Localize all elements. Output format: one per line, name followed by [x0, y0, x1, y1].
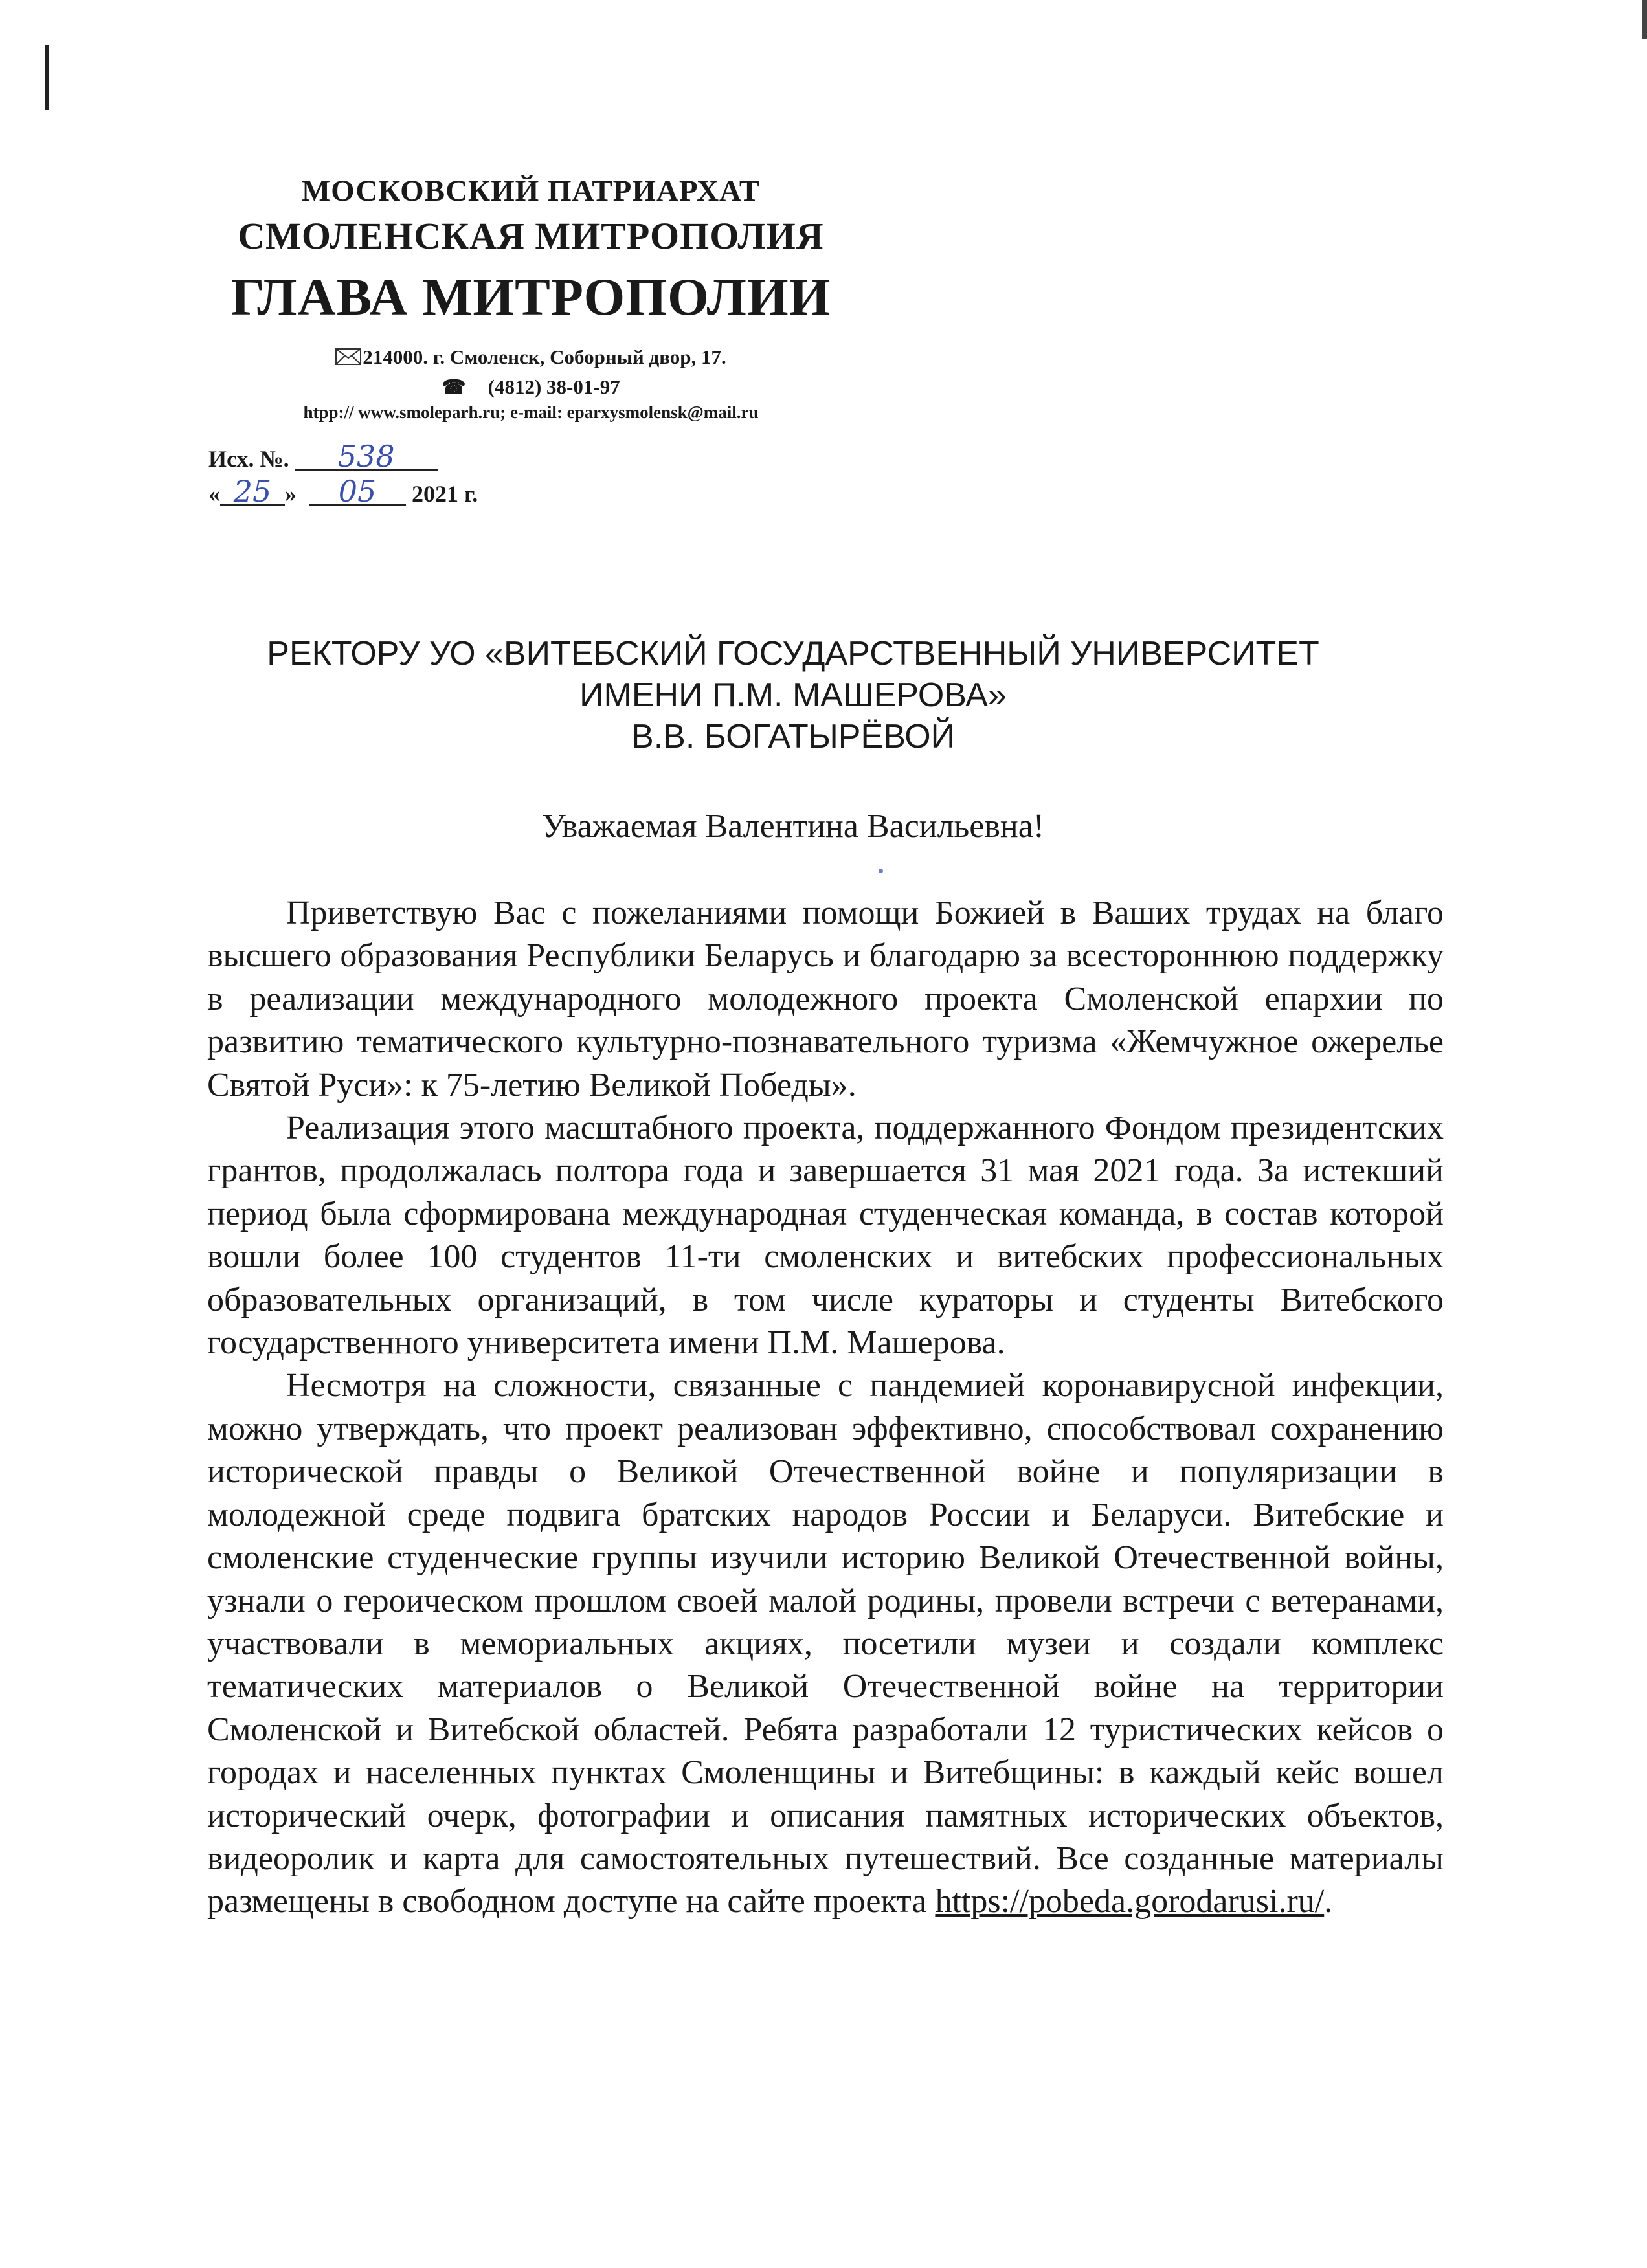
- date-month-handwritten: 05: [309, 478, 406, 506]
- date-year: 2021 г.: [412, 481, 478, 507]
- letterhead-address-line: [214, 342, 848, 372]
- outgoing-date-row: [208, 476, 478, 511]
- project-website-link[interactable]: https://pobeda.gorodarusi.ru/: [935, 1883, 1325, 1920]
- date-day-handwritten: 25: [220, 478, 285, 506]
- addressee-line-1: РЕКТОРУ УО «ВИТЕБСКИЙ ГОСУДАРСТВЕННЫЙ УНИВЕРСИТЕТ: [267, 635, 1319, 673]
- letterhead-head-title: ГЛАВА МИТРОПОЛИИ: [230, 267, 831, 326]
- scan-artifact-mark: [45, 45, 49, 110]
- addressee-block: [168, 633, 1418, 757]
- outgoing-number-label: Исх. №.: [208, 446, 289, 472]
- ink-dot: [879, 869, 883, 873]
- letter-body: [207, 892, 1444, 1924]
- date-quote-open: «: [208, 481, 220, 507]
- letterhead-web-email: htpp:// www.smoleparh.ru; e-mail: eparxysmolensk@mail.ru: [303, 403, 759, 422]
- body-paragraph-3-end: .: [1324, 1883, 1333, 1920]
- body-paragraph-1: Приветствую Вас с пожеланиями помощи Божией в Ваших трудах на благо высшего образования Республики Беларусь и благодарю за всестороннюю поддержку в реализации международного молодежного проекта Смоленской епархии по развитию тематического культурно-познавательного туризма «Жемчужное ожерелье Святой Руси»: к 75-летию Великой Победы».: [207, 895, 1444, 1104]
- addressee-line-3: В.В. БОГАТЫРЁВОЙ: [631, 718, 955, 755]
- letterhead: [214, 172, 848, 423]
- body-paragraph-3-text: Несмотря на сложности, связанные с пандемией коронавирусной инфекции, можно утверждать, что проект реализован эффективно, способствовал сохранению исторической правды о Великой Отечественной войне и популяризации в молодежной среде подвига братских народов России и Беларуси. Витебские и смоленские студенческие группы изучили историю Великой Отечественной войны, узнали о героическом прошлом своей малой родины, провели встречи с ветеранами, участвовали в мемориальных акциях, посетили музеи и создали комплекс тематических материалов о Великой Отечественной войне на территории Смоленской и Витебской областей. Ребята разработали 12 туристических кейсов о городах и населенных пунктах Смоленщины и Витебщины: в каждый кейс вошел исторический очерк, фотографии и описания памятных исторических объектов, видеоролик и карта для самостоятельных путешествий. Все созданные материалы размещены в свободном доступе на сайте проекта: [207, 1367, 1444, 1920]
- telephone-icon: ☎: [442, 377, 466, 398]
- letterhead-patriarchate: МОСКОВСКИЙ ПАТРИАРХАТ: [301, 174, 761, 208]
- envelope-icon: [335, 348, 361, 365]
- scan-artifact-edge: [1642, 0, 1647, 39]
- letterhead-metropolis: СМОЛЕНСКАЯ МИТРОПОЛИЯ: [238, 215, 824, 257]
- letterhead-phone: (4812) 38-01-97: [487, 375, 620, 398]
- salutation: Уважаемая Валентина Васильевна!: [541, 808, 1045, 845]
- outgoing-number-handwritten: 538: [295, 443, 438, 471]
- letterhead-phone-line: [214, 372, 848, 403]
- body-paragraph-3: [207, 1364, 1444, 1923]
- date-quote-close: »: [285, 481, 297, 507]
- outgoing-number-block: [208, 441, 478, 511]
- letterhead-address: 214000. г. Смоленск, Соборный двор, 17.: [363, 346, 726, 368]
- body-paragraph-2: Реализация этого масштабного проекта, поддержанного Фондом президентских грантов, продолжалась полтора года и завершается 31 мая 2021 года. За истекший период была сформирована международная студенческая команда, в состав которой вошли более 100 студентов 11-ти смоленских и витебских профессиональных образовательных организаций, в том числе кураторы и студенты Витебского государственного университета имени П.М. Машерова.: [207, 1109, 1444, 1362]
- outgoing-number-row: [208, 441, 478, 476]
- addressee-line-2: ИМЕНИ П.М. МАШЕРОВА»: [579, 676, 1007, 714]
